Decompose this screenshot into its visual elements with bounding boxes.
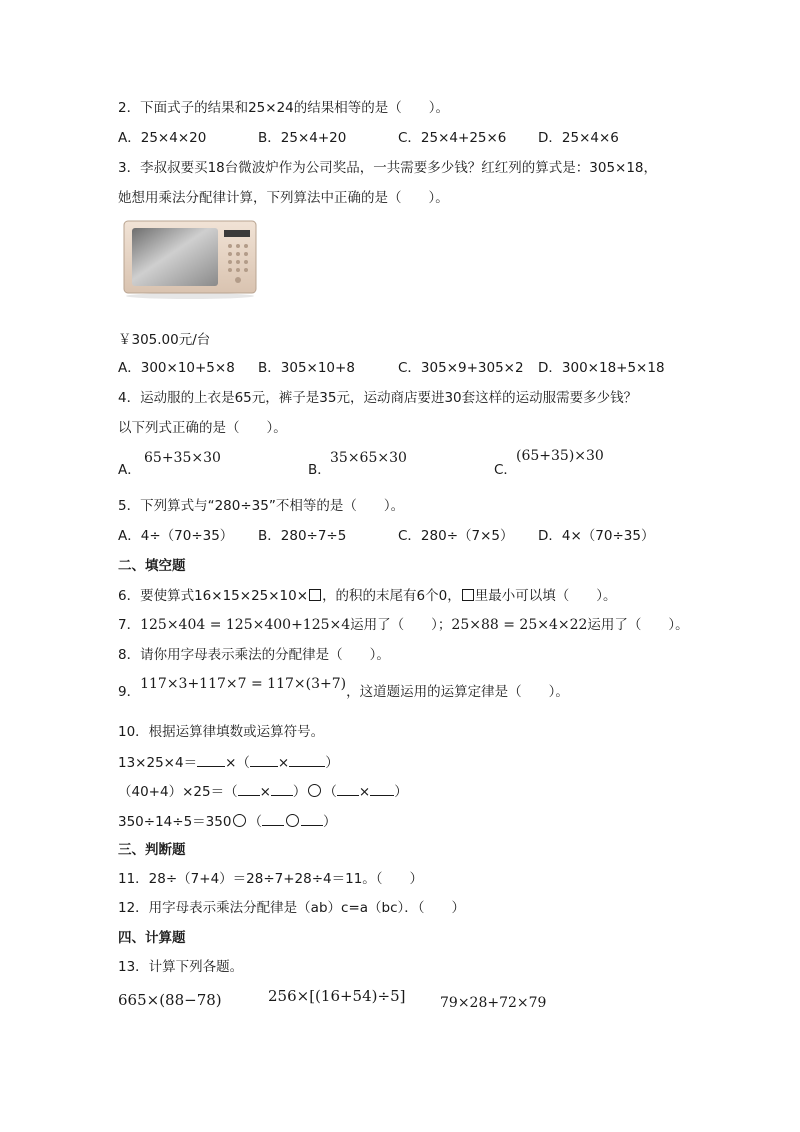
q10-row2-text: × (358, 784, 371, 800)
q4-option-a-expr: 65+35×30 (144, 450, 221, 466)
q12-stem: 12．用字母表示乘法分配律是（ab）c=a（bc）．（ ） (118, 900, 466, 916)
fill-blank[interactable] (262, 811, 284, 826)
q2-stem: 2．下面式子的结果和25×24的结果相等的是（ ）。 (118, 100, 450, 116)
fill-blank[interactable] (370, 781, 394, 796)
q4-stem-line2: 以下列式正确的是（ ）。 (118, 420, 287, 436)
q8-stem: 8．请你用字母表示乘法的分配律是（ ）。 (118, 647, 390, 663)
q10-row3 (118, 811, 336, 832)
fill-blank[interactable] (301, 811, 323, 826)
blank-square-icon[interactable] (309, 589, 321, 601)
fill-blank[interactable] (250, 752, 278, 767)
q5-stem: 5．下列算式与“280÷35”不相等的是（ ）。 (118, 498, 405, 514)
q6-line (118, 586, 617, 606)
blank-circle-icon[interactable] (308, 784, 321, 797)
q9-expr: 117×3+117×7 = 117×(3+7) (140, 676, 347, 692)
q4-option-b-letter[interactable]: B． (308, 462, 331, 478)
q5-option-a[interactable]: A．4÷（70÷35） (118, 528, 234, 544)
q10-row2-text: ） (292, 784, 307, 800)
section-3-heading: 三、判断题 (118, 842, 186, 858)
blank-circle-icon[interactable] (233, 814, 246, 827)
q6-text-after: ，的积的末尾有6个0， (322, 588, 461, 604)
q7-mid: 运用了（ ）； (350, 617, 452, 633)
fill-blank[interactable] (337, 781, 359, 796)
q10-row1-text: ×（ (225, 755, 250, 771)
q2-option-b[interactable]: B．25×4+20 (258, 130, 347, 146)
q2-option-a[interactable]: A．25×4×20 (118, 130, 207, 146)
q10-row2 (118, 781, 408, 802)
q5-option-d[interactable]: D．4×（70÷35） (538, 528, 655, 544)
q3-option-d[interactable]: D．300×18+5×18 (538, 360, 665, 376)
q13-expr-2: 256×[(16+54)÷5] (268, 987, 406, 1005)
q10-row1-text: 13×25×4＝ (118, 755, 198, 771)
q3-stem-line2: 她想用乘法分配律计算，下列算法中正确的是（ ）。 (118, 190, 449, 206)
q6-text-before: 6．要使算式16×15×25×10× (118, 588, 309, 604)
q2-option-c[interactable]: C．25×4+25×6 (398, 130, 507, 146)
q9-text: ，这道题运用的运算定律是（ ）。 (346, 684, 569, 700)
fill-blank[interactable] (197, 752, 225, 767)
fill-blank[interactable] (289, 752, 325, 767)
q4-stem-line1: 4．运动服的上衣是65元，裤子是35元，运动商店要进30套这样的运动服需要多少钱？ (118, 390, 638, 406)
q2-option-d[interactable]: D．25×4×6 (538, 130, 619, 146)
q10-row1 (118, 752, 339, 773)
q10-row2-text: × (259, 784, 271, 800)
q3-price: ￥305.00元/台 (118, 332, 211, 348)
q4-option-a-letter[interactable]: A． (118, 462, 141, 478)
q10-row2-text: （ (323, 784, 337, 800)
q7-expr1: 125×404 = 125×400+125×4 (140, 617, 351, 633)
q4-option-c-letter[interactable]: C． (494, 462, 517, 478)
q3-option-a[interactable]: A．300×10+5×8 (118, 360, 235, 376)
q9-num: 9． (118, 684, 141, 700)
q13-expr-1: 665×(88−78) (118, 991, 222, 1009)
q10-row3-text: ） (322, 814, 337, 830)
q7-end: 运用了（ ）。 (587, 617, 689, 633)
q10-row3-text: 350÷14÷5＝350 (118, 814, 232, 830)
fill-blank[interactable] (271, 781, 293, 796)
q11-stem: 11．28÷（7+4）＝28÷7+28÷4＝11。（ ） (118, 871, 424, 887)
blank-square-icon (462, 589, 474, 601)
blank-circle-icon[interactable] (286, 814, 299, 827)
q10-row1-text: × (277, 755, 290, 771)
q10-row3-text: （ (248, 814, 262, 830)
q7-line (118, 615, 689, 635)
q3-stem-line1: 3．李叔叔要买18台微波炉作为公司奖品，一共需要多少钱？红红列的算式是：305×18， (118, 160, 658, 176)
section-2-heading: 二、填空题 (118, 558, 186, 574)
q10-row2-text: ） (394, 784, 408, 800)
q13-stem: 13．计算下列各题。 (118, 959, 244, 975)
q7-expr2: 25×88 = 25×4×22 (451, 617, 588, 633)
q3-option-b[interactable]: B．305×10+8 (258, 360, 355, 376)
q7-num: 7． (118, 617, 141, 633)
q5-option-c[interactable]: C．280÷（7×5） (398, 528, 514, 544)
q10-stem: 10．根据运算律填数或运算符号。 (118, 724, 325, 740)
q5-option-b[interactable]: B．280÷7÷5 (258, 528, 347, 544)
q9-line (118, 676, 569, 702)
q10-row1-text: ） (325, 755, 339, 771)
fill-blank[interactable] (238, 781, 260, 796)
microwave-image (120, 218, 260, 300)
q10-row2-text: （40+4）×25＝（ (118, 784, 238, 800)
q3-option-c[interactable]: C．305×9+305×2 (398, 360, 524, 376)
q6-text-after2: 里最小可以填（ ）。 (474, 588, 617, 604)
q4-option-b-expr: 35×65×30 (330, 450, 407, 466)
q13-expr-3: 79×28+72×79 (440, 995, 547, 1011)
q4-option-c-expr: (65+35)×30 (516, 448, 604, 464)
section-4-heading: 四、计算题 (118, 930, 186, 946)
